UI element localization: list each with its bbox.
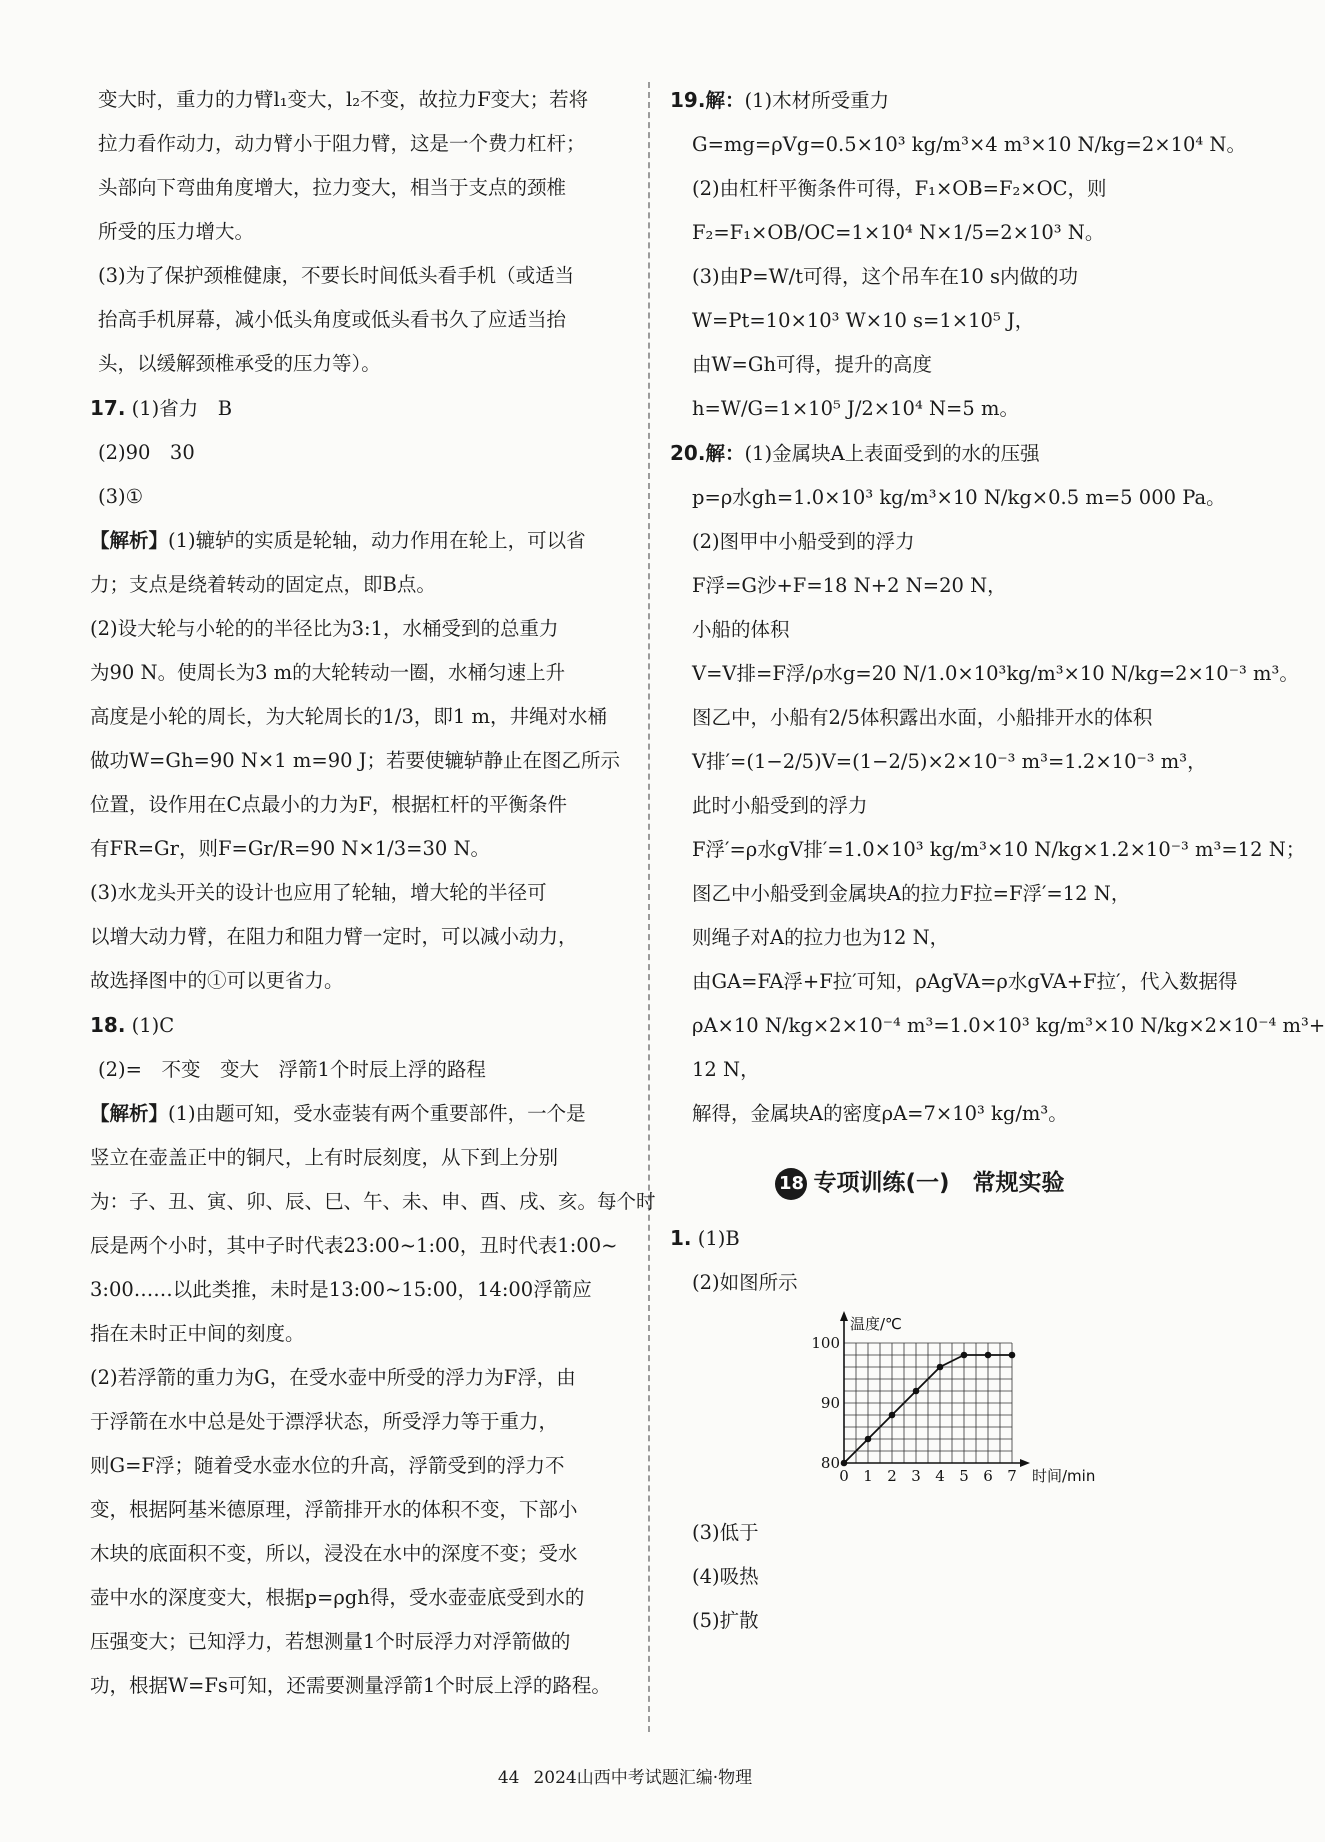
q18-exp-line: 为：子、丑、寅、卯、辰、巳、午、未、申、酉、戌、亥。每个时 — [90, 1190, 656, 1213]
q19-solution-label: 解： — [705, 89, 745, 112]
q20-line: 则绳子对A的拉力也为12 N， — [692, 926, 950, 949]
q20-line: 图乙中小船受到金属块A的拉力F拉=F浮′=12 N， — [692, 882, 1131, 905]
data-point — [889, 1411, 896, 1418]
column-divider — [648, 82, 650, 1732]
data-point — [865, 1435, 872, 1442]
q17-exp-line — [90, 519, 638, 563]
q18-exp-line: 壶中水的深度变大，根据p=ρgh得，受水壶壶底受到水的 — [90, 1586, 585, 1609]
analysis-tag: 【解析】 — [90, 1102, 169, 1125]
q19-line: F₂=F₁×OB/OC=1×10⁴ N×1/5=2×10³ N。 — [692, 221, 1105, 244]
text-line: 变大时，重力的力臂l₁变大，l₂不变，故拉力F变大；若将 — [98, 88, 589, 111]
text-line: 所受的压力增大。 — [98, 220, 255, 243]
q18-exp-line: 指在未时正中间的刻度。 — [90, 1322, 305, 1345]
left-column — [90, 78, 656, 1708]
q20-line: 解得，金属块A的密度ρA=7×10³ kg/m³。 — [692, 1102, 1068, 1125]
q20-line: F浮=G沙+F=18 N+2 N=20 N， — [692, 574, 1007, 597]
q17-exp-line: (2)设大轮与小轮的的半径比为3:1，水桶受到的总重力 — [90, 617, 559, 640]
y-axis-arrow — [840, 1311, 848, 1321]
y-tick-label: 90 — [820, 1393, 840, 1412]
q18-exp-line: 3:00……以此类推，未时是13:00~15:00，14:00浮箭应 — [90, 1278, 592, 1301]
q1-a4: (4)吸热 — [692, 1564, 759, 1588]
data-point — [937, 1363, 944, 1370]
q18-exp-line: 竖立在壶盖正中的铜尺，上有时辰刻度，从下到上分别 — [90, 1146, 559, 1169]
x-tick-label: 5 — [959, 1466, 969, 1485]
x-axis-arrow — [1020, 1459, 1030, 1467]
q17-exp-line: 力；支点是绕着转动的固定点，即B点。 — [90, 573, 436, 596]
q20-line: 此时小船受到的浮力 — [692, 794, 868, 817]
q1-a2: (2)如图所示 — [692, 1270, 798, 1294]
q17-a1: (1)省力 B — [131, 397, 233, 420]
analysis-tag: 【解析】 — [90, 529, 169, 552]
q18-exp-line: (2)若浮箭的重力为G，在受水壶中所受的浮力为F浮，由 — [90, 1366, 576, 1389]
q20-line: F浮′=ρ水gV排′=1.0×10³ kg/m³×10 N/kg×1.2×10⁻³ m³=12 N； — [692, 838, 1306, 861]
data-point — [841, 1459, 848, 1466]
q17-a3: (3)① — [98, 485, 144, 508]
q17-answer-1 — [90, 386, 638, 431]
q19-line: (3)由P=W/t可得，这个吊车在10 s内做的功 — [692, 265, 1079, 288]
q18-exp-line: 压强变大；已知浮力，若想测量1个时辰浮力对浮箭做的 — [90, 1630, 571, 1653]
x-axis-label: 时间/min — [1032, 1466, 1096, 1485]
text-line: (3)为了保护颈椎健康，不要长时间低头看手机（或适当 — [98, 264, 575, 287]
q18-exp-line — [90, 1092, 638, 1136]
q17-exp-line: 高度是小轮的周长，为大轮周长的1/3，即1 m，井绳对水桶 — [90, 705, 607, 728]
q18-number: 18. — [90, 1013, 126, 1037]
section-heading — [670, 1164, 1170, 1200]
q17-exp-line: 以增大动力臂，在阻力和阻力臂一定时，可以减小动力， — [90, 925, 578, 948]
q1-a1: (1)B — [697, 1226, 740, 1250]
q17-exp-0: (1)辘轳的实质是轮轴，动力作用在轮上，可以省 — [168, 529, 586, 552]
q18-exp-line: 变，根据阿基米德原理，浮箭排开水的体积不变，下部小 — [90, 1498, 578, 1521]
x-tick-label: 0 — [839, 1466, 849, 1485]
data-point — [1009, 1351, 1016, 1358]
q20-line: V=V排=F浮/ρ水g=20 N/1.0×10³kg/m³×10 N/kg=2×10⁻³ m³。 — [692, 662, 1299, 685]
x-tick-label: 7 — [1007, 1466, 1017, 1485]
q18-a1: (1)C — [131, 1014, 175, 1037]
q18-a2: (2)= 不变 变大 浮箭1个时辰上浮的路程 — [98, 1058, 486, 1081]
q17-exp-line: 为90 N。使周长为3 m的大轮转动一圈，水桶匀速上升 — [90, 661, 566, 684]
q17-exp-line: 做功W=Gh=90 N×1 m=90 J；若要使辘轳静止在图乙所示 — [90, 749, 621, 772]
q20-line: 图乙中，小船有2/5体积露出水面，小船排开水的体积 — [692, 706, 1153, 729]
section-title: 专项训练(一) 常规实验 — [813, 1170, 1065, 1196]
q19-line: W=Pt=10×10³ W×10 s=1×10⁵ J， — [692, 309, 1035, 332]
q18-exp-line: 辰是两个小时，其中子时代表23:00~1:00，丑时代表1:00~ — [90, 1234, 618, 1257]
temperature-time-chart — [808, 1305, 1096, 1511]
chart-container — [670, 1305, 1170, 1511]
q19-line: G=mg=ρVg=0.5×10³ kg/m³×4 m³×10 N/kg=2×10⁴ N。 — [692, 133, 1246, 156]
q1-answer-1 — [670, 1216, 1170, 1261]
q20-head — [670, 431, 1170, 476]
q1-number: 1. — [670, 1225, 692, 1250]
q20-line: p=ρ水gh=1.0×10³ kg/m³×10 N/kg×0.5 m=5 000 Pa。 — [692, 486, 1226, 509]
x-tick-label: 3 — [911, 1466, 921, 1485]
y-tick-label: 80 — [820, 1453, 840, 1472]
q18-exp-line: 于浮箭在水中总是处于漂浮状态，所受浮力等于重力， — [90, 1410, 559, 1433]
q1-a5: (5)扩散 — [692, 1608, 759, 1632]
q17-exp-line: 有FR=Gr，则F=Gr/R=90 N×1/3=30 N。 — [90, 837, 491, 860]
q20-line: 由GA=FA浮+F拉′可知，ρAgVA=ρ水gVA+F拉′，代入数据得 — [692, 970, 1238, 993]
text-line: 拉力看作动力，动力臂小于阻力臂，这是一个费力杠杆； — [98, 132, 586, 155]
text-line: 头，以缓解颈椎承受的压力等）。 — [98, 352, 381, 375]
x-tick-label: 6 — [983, 1466, 993, 1485]
q20-line: 12 N， — [692, 1058, 760, 1081]
q18-exp-line: 木块的底面积不变，所以，浸没在水中的深度不变；受水 — [90, 1542, 578, 1565]
section-number-badge: 18 — [775, 1168, 807, 1200]
q17-exp-line: 故选择图中的①可以更省力。 — [90, 969, 344, 992]
q19-number: 19. — [670, 88, 706, 112]
q20-line: (1)金属块A上表面受到的水的压强 — [744, 442, 1040, 465]
q19-line: h=W/G=1×10⁵ J/2×10⁴ N=5 m。 — [692, 397, 1019, 420]
q19-line: 由W=Gh可得，提升的高度 — [692, 353, 933, 376]
right-column — [670, 78, 1325, 1643]
q20-line: ρA×10 N/kg×2×10⁻⁴ m³=1.0×10³ kg/m³×10 N/kg×2×10⁻⁴ m³+ — [692, 1014, 1325, 1037]
q20-line: 小船的体积 — [692, 618, 790, 641]
q18-exp-0: (1)由题可知，受水壶装有两个重要部件，一个是 — [168, 1102, 586, 1125]
page-footer — [0, 1763, 1250, 1788]
q18-exp-line: 功，根据W=Fs可知，还需要测量浮箭1个时辰上浮的路程。 — [90, 1674, 611, 1697]
q18-exp-line: 则G=F浮；随着受水壶水位的升高，浮箭受到的浮力不 — [90, 1454, 565, 1477]
text-line: 抬高手机屏幕，减小低头角度或低头看书久了应适当抬 — [98, 308, 567, 331]
q1-a3: (3)低于 — [692, 1520, 759, 1544]
x-tick-label: 4 — [935, 1466, 945, 1485]
q17-number: 17. — [90, 396, 126, 420]
q20-line: (2)图甲中小船受到的浮力 — [692, 530, 915, 553]
q20-number: 20. — [670, 441, 706, 465]
x-tick-label: 1 — [863, 1466, 873, 1485]
data-point — [961, 1351, 968, 1358]
q19-head — [670, 78, 1170, 123]
q20-line: V排′=(1−2/5)V=(1−2/5)×2×10⁻³ m³=1.2×10⁻³ m³， — [692, 750, 1207, 773]
x-tick-label: 2 — [887, 1466, 897, 1485]
q19-line: (1)木材所受重力 — [744, 89, 890, 112]
data-point — [913, 1387, 920, 1394]
q17-exp-line: (3)水龙头开关的设计也应用了轮轴，增大轮的半径可 — [90, 881, 547, 904]
text-line: 头部向下弯曲角度增大，拉力变大，相当于支点的颈椎 — [98, 176, 567, 199]
y-tick-label: 100 — [811, 1333, 840, 1352]
q17-exp-line: 位置，设作用在C点最小的力为F，根据杠杆的平衡条件 — [90, 793, 567, 816]
q20-solution-label: 解： — [705, 442, 745, 465]
q18-answer-1 — [90, 1003, 638, 1048]
data-point — [985, 1351, 992, 1358]
page-number: 44 — [497, 1768, 520, 1788]
book-title: 2024山西中考试题汇编·物理 — [533, 1768, 753, 1788]
q17-a2: (2)90 30 — [98, 441, 195, 464]
q19-line: (2)由杠杆平衡条件可得，F₁×OB=F₂×OC，则 — [692, 177, 1107, 200]
y-axis-label: 温度/℃ — [850, 1314, 902, 1333]
